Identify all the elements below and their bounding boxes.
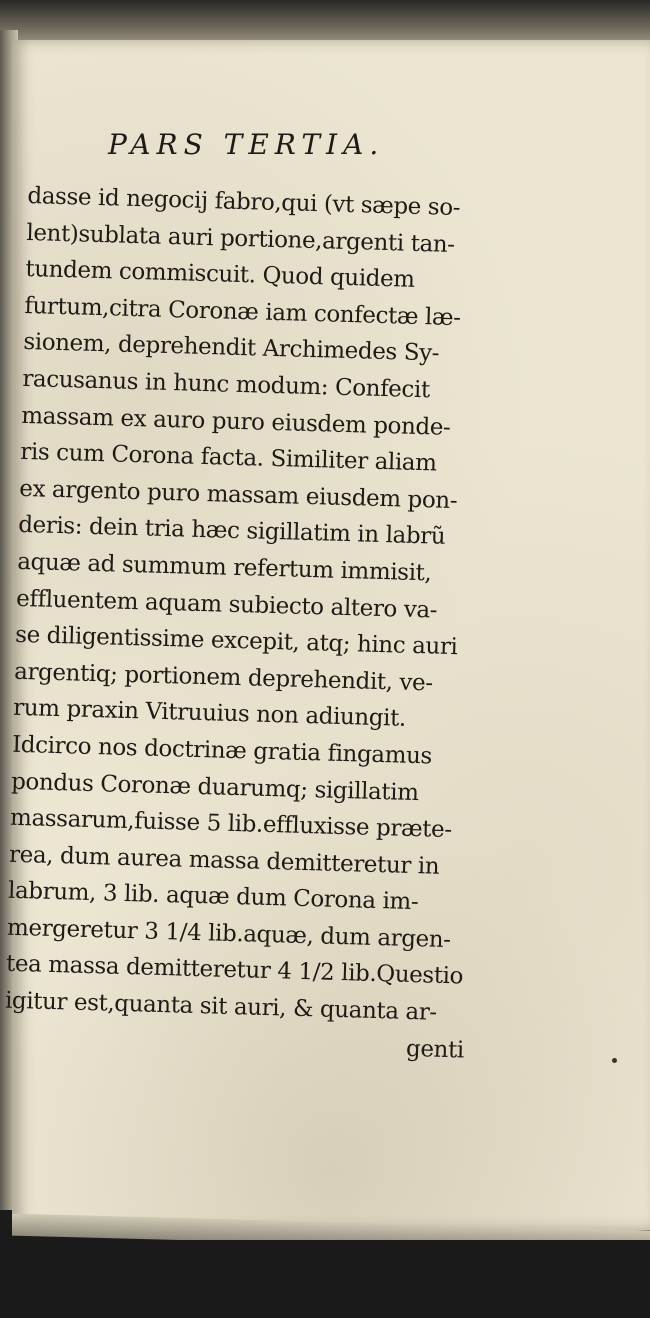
text-line: pondus Coronæ duarumq; sigillatim [10,768,419,806]
text-line: tundem commiscuit. Quod quidem [25,256,416,294]
body-text [3,178,497,1069]
book-top-edge [0,0,650,44]
text-line: labrum, 3 lib. aquæ dum Corona im- [7,878,419,916]
text-line: sionem, deprehendit Archimedes Sy- [23,329,440,367]
text-line: tea massa demitteretur 4 1/2 lib.Questio [5,951,464,990]
text-line: igitur est,quanta sit auri, & quanta ar- [4,987,438,1026]
text-line: se diligentissime excepit, atq; hinc auri [14,621,458,661]
text-line: massam ex auro puro eiusdem ponde- [21,402,451,441]
background-surface [0,1240,650,1318]
text-line: aquæ ad summum refertum immisit, [16,548,432,587]
text-line: rea, dum aurea massa demitteretur in [8,841,440,880]
text-line: massarum,fuisse 5 lib.effluxisse præte- [9,804,453,844]
text-line: argentiq; portionem deprehendit, ve- [13,658,434,697]
text-line: ris cum Corona facta. Similiter aliam [19,439,437,477]
text-line: deris: dein tria hæc sigillatim in labrũ [17,512,446,551]
text-line: racusanus in hunc modum: Confecit [22,365,431,404]
text-line: furtum,citra Coronæ iam confectæ læ- [24,292,461,331]
text-line: rum praxin Vitruuius non adiungit. [12,695,407,733]
text-line: ex argento puro massam eiusdem pon- [18,475,458,514]
paper-speck [612,1058,617,1063]
text-line: effluentem aquam subiecto altero va- [15,585,438,624]
text-line: dasse id negocij fabro,qui (vt sæpe so- [27,182,461,222]
catchword: genti [405,1035,465,1064]
text-line: Idcirco nos doctrinæ gratia fingamus [11,731,433,770]
text-line: mergeretur 3 1/4 lib.aquæ, dum argen- [6,914,451,953]
running-head: PARS TERTIA. [108,128,385,161]
text-line: lent)sublata auri portione,argenti tan- [26,219,455,258]
